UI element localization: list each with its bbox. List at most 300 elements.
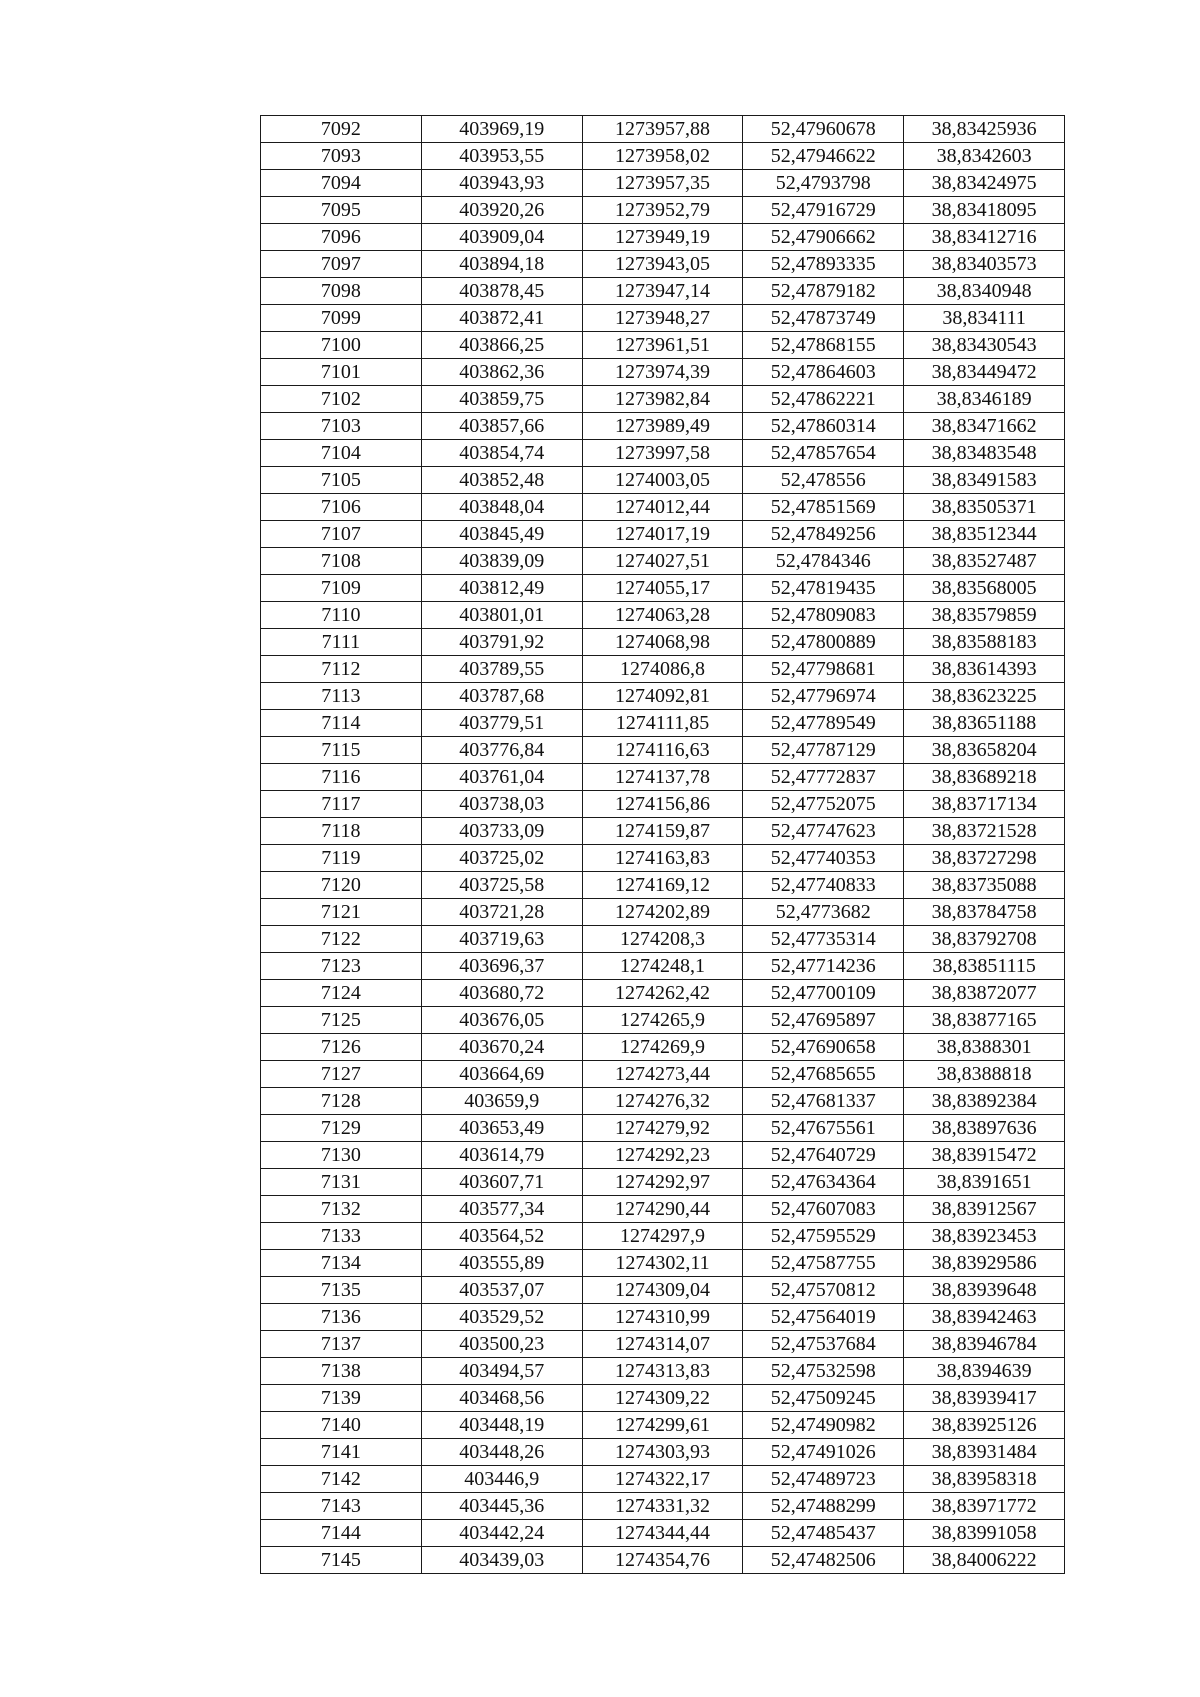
y-coordinate-cell: 1273948,27 — [582, 305, 743, 332]
latitude-cell: 52,47857654 — [743, 440, 904, 467]
point-number-cell: 7138 — [261, 1358, 422, 1385]
latitude-cell: 52,47740833 — [743, 872, 904, 899]
latitude-cell: 52,47800889 — [743, 629, 904, 656]
point-number-cell: 7131 — [261, 1169, 422, 1196]
table-row — [261, 980, 1065, 1007]
y-coordinate-cell: 1274248,1 — [582, 953, 743, 980]
point-number-cell: 7142 — [261, 1466, 422, 1493]
table-row — [261, 1547, 1065, 1574]
longitude-cell: 38,83568005 — [904, 575, 1065, 602]
latitude-cell: 52,47681337 — [743, 1088, 904, 1115]
table-row — [261, 737, 1065, 764]
table-row — [261, 386, 1065, 413]
x-coordinate-cell: 403564,52 — [421, 1223, 582, 1250]
latitude-cell: 52,47485437 — [743, 1520, 904, 1547]
x-coordinate-cell: 403839,09 — [421, 548, 582, 575]
point-number-cell: 7121 — [261, 899, 422, 926]
longitude-cell: 38,83925126 — [904, 1412, 1065, 1439]
latitude-cell: 52,47595529 — [743, 1223, 904, 1250]
x-coordinate-cell: 403909,04 — [421, 224, 582, 251]
table-row — [261, 1061, 1065, 1088]
point-number-cell: 7101 — [261, 359, 422, 386]
longitude-cell: 38,83931484 — [904, 1439, 1065, 1466]
table-row — [261, 1250, 1065, 1277]
longitude-cell: 38,83851115 — [904, 953, 1065, 980]
point-number-cell: 7143 — [261, 1493, 422, 1520]
x-coordinate-cell: 403555,89 — [421, 1250, 582, 1277]
table-row — [261, 467, 1065, 494]
latitude-cell: 52,47735314 — [743, 926, 904, 953]
point-number-cell: 7103 — [261, 413, 422, 440]
latitude-cell: 52,47489723 — [743, 1466, 904, 1493]
longitude-cell: 38,83483548 — [904, 440, 1065, 467]
x-coordinate-cell: 403696,37 — [421, 953, 582, 980]
table-row — [261, 602, 1065, 629]
latitude-cell: 52,47607083 — [743, 1196, 904, 1223]
latitude-cell: 52,47537684 — [743, 1331, 904, 1358]
table-row — [261, 1196, 1065, 1223]
point-number-cell: 7124 — [261, 980, 422, 1007]
latitude-cell: 52,47532598 — [743, 1358, 904, 1385]
y-coordinate-cell: 1273943,05 — [582, 251, 743, 278]
x-coordinate-cell: 403439,03 — [421, 1547, 582, 1574]
longitude-cell: 38,83929586 — [904, 1250, 1065, 1277]
x-coordinate-cell: 403446,9 — [421, 1466, 582, 1493]
y-coordinate-cell: 1273982,84 — [582, 386, 743, 413]
x-coordinate-cell: 403857,66 — [421, 413, 582, 440]
x-coordinate-cell: 403812,49 — [421, 575, 582, 602]
longitude-cell: 38,8391651 — [904, 1169, 1065, 1196]
coordinates-table — [260, 115, 1065, 1574]
x-coordinate-cell: 403442,24 — [421, 1520, 582, 1547]
y-coordinate-cell: 1274012,44 — [582, 494, 743, 521]
y-coordinate-cell: 1274265,9 — [582, 1007, 743, 1034]
longitude-cell: 38,83412716 — [904, 224, 1065, 251]
table-row — [261, 116, 1065, 143]
latitude-cell: 52,47798681 — [743, 656, 904, 683]
longitude-cell: 38,83418095 — [904, 197, 1065, 224]
x-coordinate-cell: 403779,51 — [421, 710, 582, 737]
y-coordinate-cell: 1274314,07 — [582, 1331, 743, 1358]
table-row — [261, 1088, 1065, 1115]
table-row — [261, 1466, 1065, 1493]
x-coordinate-cell: 403719,63 — [421, 926, 582, 953]
table-row — [261, 1034, 1065, 1061]
point-number-cell: 7140 — [261, 1412, 422, 1439]
latitude-cell: 52,47873749 — [743, 305, 904, 332]
x-coordinate-cell: 403468,56 — [421, 1385, 582, 1412]
longitude-cell: 38,83792708 — [904, 926, 1065, 953]
point-number-cell: 7132 — [261, 1196, 422, 1223]
point-number-cell: 7123 — [261, 953, 422, 980]
x-coordinate-cell: 403791,92 — [421, 629, 582, 656]
y-coordinate-cell: 1274027,51 — [582, 548, 743, 575]
latitude-cell: 52,47714236 — [743, 953, 904, 980]
table-row — [261, 197, 1065, 224]
latitude-cell: 52,4773682 — [743, 899, 904, 926]
longitude-cell: 38,83721528 — [904, 818, 1065, 845]
longitude-cell: 38,8340948 — [904, 278, 1065, 305]
y-coordinate-cell: 1274262,42 — [582, 980, 743, 1007]
latitude-cell: 52,47860314 — [743, 413, 904, 440]
table-row — [261, 899, 1065, 926]
longitude-cell: 38,83512344 — [904, 521, 1065, 548]
table-row — [261, 1385, 1065, 1412]
y-coordinate-cell: 1274086,8 — [582, 656, 743, 683]
table-row — [261, 170, 1065, 197]
point-number-cell: 7134 — [261, 1250, 422, 1277]
latitude-cell: 52,47819435 — [743, 575, 904, 602]
longitude-cell: 38,84006222 — [904, 1547, 1065, 1574]
y-coordinate-cell: 1273958,02 — [582, 143, 743, 170]
x-coordinate-cell: 403862,36 — [421, 359, 582, 386]
point-number-cell: 7128 — [261, 1088, 422, 1115]
longitude-cell: 38,83651188 — [904, 710, 1065, 737]
table-row — [261, 224, 1065, 251]
table-row — [261, 1412, 1065, 1439]
point-number-cell: 7120 — [261, 872, 422, 899]
table-row — [261, 818, 1065, 845]
longitude-cell: 38,83912567 — [904, 1196, 1065, 1223]
x-coordinate-cell: 403500,23 — [421, 1331, 582, 1358]
y-coordinate-cell: 1273952,79 — [582, 197, 743, 224]
x-coordinate-cell: 403448,19 — [421, 1412, 582, 1439]
latitude-cell: 52,47700109 — [743, 980, 904, 1007]
longitude-cell: 38,83579859 — [904, 602, 1065, 629]
table-row — [261, 413, 1065, 440]
point-number-cell: 7104 — [261, 440, 422, 467]
y-coordinate-cell: 1274159,87 — [582, 818, 743, 845]
point-number-cell: 7096 — [261, 224, 422, 251]
latitude-cell: 52,47634364 — [743, 1169, 904, 1196]
latitude-cell: 52,47849256 — [743, 521, 904, 548]
table-row — [261, 1493, 1065, 1520]
y-coordinate-cell: 1273957,35 — [582, 170, 743, 197]
longitude-cell: 38,83877165 — [904, 1007, 1065, 1034]
point-number-cell: 7107 — [261, 521, 422, 548]
point-number-cell: 7114 — [261, 710, 422, 737]
latitude-cell: 52,47509245 — [743, 1385, 904, 1412]
longitude-cell: 38,8342603 — [904, 143, 1065, 170]
x-coordinate-cell: 403789,55 — [421, 656, 582, 683]
table-row — [261, 143, 1065, 170]
x-coordinate-cell: 403878,45 — [421, 278, 582, 305]
point-number-cell: 7127 — [261, 1061, 422, 1088]
table-row — [261, 521, 1065, 548]
table-row — [261, 494, 1065, 521]
table-row — [261, 656, 1065, 683]
latitude-cell: 52,47916729 — [743, 197, 904, 224]
point-number-cell: 7092 — [261, 116, 422, 143]
table-row — [261, 629, 1065, 656]
point-number-cell: 7094 — [261, 170, 422, 197]
latitude-cell: 52,47491026 — [743, 1439, 904, 1466]
x-coordinate-cell: 403733,09 — [421, 818, 582, 845]
y-coordinate-cell: 1273961,51 — [582, 332, 743, 359]
point-number-cell: 7111 — [261, 629, 422, 656]
y-coordinate-cell: 1274137,78 — [582, 764, 743, 791]
longitude-cell: 38,83491583 — [904, 467, 1065, 494]
longitude-cell: 38,83425936 — [904, 116, 1065, 143]
y-coordinate-cell: 1274292,97 — [582, 1169, 743, 1196]
point-number-cell: 7144 — [261, 1520, 422, 1547]
point-number-cell: 7145 — [261, 1547, 422, 1574]
longitude-cell: 38,83939417 — [904, 1385, 1065, 1412]
x-coordinate-cell: 403761,04 — [421, 764, 582, 791]
longitude-cell: 38,83991058 — [904, 1520, 1065, 1547]
longitude-cell: 38,83449472 — [904, 359, 1065, 386]
point-number-cell: 7100 — [261, 332, 422, 359]
table-row — [261, 575, 1065, 602]
y-coordinate-cell: 1274331,32 — [582, 1493, 743, 1520]
y-coordinate-cell: 1274313,83 — [582, 1358, 743, 1385]
longitude-cell: 38,83946784 — [904, 1331, 1065, 1358]
point-number-cell: 7113 — [261, 683, 422, 710]
table-row — [261, 332, 1065, 359]
point-number-cell: 7118 — [261, 818, 422, 845]
table-row — [261, 305, 1065, 332]
y-coordinate-cell: 1274290,44 — [582, 1196, 743, 1223]
longitude-cell: 38,83923453 — [904, 1223, 1065, 1250]
table-row — [261, 683, 1065, 710]
longitude-cell: 38,83623225 — [904, 683, 1065, 710]
latitude-cell: 52,47879182 — [743, 278, 904, 305]
y-coordinate-cell: 1274297,9 — [582, 1223, 743, 1250]
point-number-cell: 7106 — [261, 494, 422, 521]
latitude-cell: 52,47488299 — [743, 1493, 904, 1520]
y-coordinate-cell: 1273957,88 — [582, 116, 743, 143]
x-coordinate-cell: 403614,79 — [421, 1142, 582, 1169]
latitude-cell: 52,47946622 — [743, 143, 904, 170]
y-coordinate-cell: 1273989,49 — [582, 413, 743, 440]
x-coordinate-cell: 403848,04 — [421, 494, 582, 521]
longitude-cell: 38,83939648 — [904, 1277, 1065, 1304]
y-coordinate-cell: 1274063,28 — [582, 602, 743, 629]
longitude-cell: 38,83971772 — [904, 1493, 1065, 1520]
x-coordinate-cell: 403920,26 — [421, 197, 582, 224]
point-number-cell: 7110 — [261, 602, 422, 629]
y-coordinate-cell: 1274310,99 — [582, 1304, 743, 1331]
x-coordinate-cell: 403725,58 — [421, 872, 582, 899]
y-coordinate-cell: 1274208,3 — [582, 926, 743, 953]
table-row — [261, 1169, 1065, 1196]
longitude-cell: 38,8388301 — [904, 1034, 1065, 1061]
point-number-cell: 7097 — [261, 251, 422, 278]
latitude-cell: 52,47570812 — [743, 1277, 904, 1304]
x-coordinate-cell: 403659,9 — [421, 1088, 582, 1115]
point-number-cell: 7139 — [261, 1385, 422, 1412]
y-coordinate-cell: 1274303,93 — [582, 1439, 743, 1466]
table-row — [261, 926, 1065, 953]
y-coordinate-cell: 1274276,32 — [582, 1088, 743, 1115]
latitude-cell: 52,47675561 — [743, 1115, 904, 1142]
table-row — [261, 845, 1065, 872]
point-number-cell: 7135 — [261, 1277, 422, 1304]
y-coordinate-cell: 1273949,19 — [582, 224, 743, 251]
x-coordinate-cell: 403653,49 — [421, 1115, 582, 1142]
y-coordinate-cell: 1274344,44 — [582, 1520, 743, 1547]
longitude-cell: 38,83915472 — [904, 1142, 1065, 1169]
y-coordinate-cell: 1274322,17 — [582, 1466, 743, 1493]
longitude-cell: 38,83958318 — [904, 1466, 1065, 1493]
y-coordinate-cell: 1274003,05 — [582, 467, 743, 494]
latitude-cell: 52,47960678 — [743, 116, 904, 143]
table-row — [261, 1331, 1065, 1358]
point-number-cell: 7102 — [261, 386, 422, 413]
point-number-cell: 7112 — [261, 656, 422, 683]
latitude-cell: 52,47690658 — [743, 1034, 904, 1061]
latitude-cell: 52,47862221 — [743, 386, 904, 413]
latitude-cell: 52,47893335 — [743, 251, 904, 278]
x-coordinate-cell: 403866,25 — [421, 332, 582, 359]
latitude-cell: 52,47482506 — [743, 1547, 904, 1574]
latitude-cell: 52,47564019 — [743, 1304, 904, 1331]
table-row — [261, 1142, 1065, 1169]
longitude-cell: 38,83717134 — [904, 791, 1065, 818]
x-coordinate-cell: 403969,19 — [421, 116, 582, 143]
latitude-cell: 52,47740353 — [743, 845, 904, 872]
x-coordinate-cell: 403845,49 — [421, 521, 582, 548]
y-coordinate-cell: 1273974,39 — [582, 359, 743, 386]
x-coordinate-cell: 403676,05 — [421, 1007, 582, 1034]
point-number-cell: 7133 — [261, 1223, 422, 1250]
latitude-cell: 52,47796974 — [743, 683, 904, 710]
table-row — [261, 1520, 1065, 1547]
latitude-cell: 52,47685655 — [743, 1061, 904, 1088]
longitude-cell: 38,83424975 — [904, 170, 1065, 197]
x-coordinate-cell: 403721,28 — [421, 899, 582, 926]
table-row — [261, 548, 1065, 575]
y-coordinate-cell: 1274111,85 — [582, 710, 743, 737]
table-row — [261, 1439, 1065, 1466]
y-coordinate-cell: 1274273,44 — [582, 1061, 743, 1088]
y-coordinate-cell: 1274299,61 — [582, 1412, 743, 1439]
longitude-cell: 38,83403573 — [904, 251, 1065, 278]
latitude-cell: 52,47787129 — [743, 737, 904, 764]
longitude-cell: 38,83872077 — [904, 980, 1065, 1007]
x-coordinate-cell: 403852,48 — [421, 467, 582, 494]
point-number-cell: 7122 — [261, 926, 422, 953]
y-coordinate-cell: 1273947,14 — [582, 278, 743, 305]
x-coordinate-cell: 403537,07 — [421, 1277, 582, 1304]
latitude-cell: 52,4784346 — [743, 548, 904, 575]
y-coordinate-cell: 1274169,12 — [582, 872, 743, 899]
longitude-cell: 38,83897636 — [904, 1115, 1065, 1142]
x-coordinate-cell: 403801,01 — [421, 602, 582, 629]
point-number-cell: 7095 — [261, 197, 422, 224]
point-number-cell: 7137 — [261, 1331, 422, 1358]
y-coordinate-cell: 1274292,23 — [582, 1142, 743, 1169]
x-coordinate-cell: 403529,52 — [421, 1304, 582, 1331]
longitude-cell: 38,83727298 — [904, 845, 1065, 872]
x-coordinate-cell: 403943,93 — [421, 170, 582, 197]
y-coordinate-cell: 1274156,86 — [582, 791, 743, 818]
table-row — [261, 278, 1065, 305]
latitude-cell: 52,4793798 — [743, 170, 904, 197]
longitude-cell: 38,83471662 — [904, 413, 1065, 440]
latitude-cell: 52,478556 — [743, 467, 904, 494]
point-number-cell: 7105 — [261, 467, 422, 494]
point-number-cell: 7098 — [261, 278, 422, 305]
y-coordinate-cell: 1274068,98 — [582, 629, 743, 656]
x-coordinate-cell: 403738,03 — [421, 791, 582, 818]
point-number-cell: 7119 — [261, 845, 422, 872]
longitude-cell: 38,83735088 — [904, 872, 1065, 899]
y-coordinate-cell: 1274055,17 — [582, 575, 743, 602]
y-coordinate-cell: 1274092,81 — [582, 683, 743, 710]
longitude-cell: 38,83614393 — [904, 656, 1065, 683]
longitude-cell: 38,834111 — [904, 305, 1065, 332]
table-row — [261, 251, 1065, 278]
table-row — [261, 1007, 1065, 1034]
longitude-cell: 38,83658204 — [904, 737, 1065, 764]
latitude-cell: 52,47747623 — [743, 818, 904, 845]
table-row — [261, 1223, 1065, 1250]
table-row — [261, 359, 1065, 386]
table-row — [261, 872, 1065, 899]
x-coordinate-cell: 403854,74 — [421, 440, 582, 467]
y-coordinate-cell: 1274163,83 — [582, 845, 743, 872]
coordinates-table-body — [261, 116, 1065, 1574]
point-number-cell: 7109 — [261, 575, 422, 602]
longitude-cell: 38,8394639 — [904, 1358, 1065, 1385]
x-coordinate-cell: 403787,68 — [421, 683, 582, 710]
table-row — [261, 764, 1065, 791]
y-coordinate-cell: 1274354,76 — [582, 1547, 743, 1574]
point-number-cell: 7129 — [261, 1115, 422, 1142]
x-coordinate-cell: 403670,24 — [421, 1034, 582, 1061]
latitude-cell: 52,47851569 — [743, 494, 904, 521]
longitude-cell: 38,83588183 — [904, 629, 1065, 656]
table-row — [261, 440, 1065, 467]
longitude-cell: 38,83505371 — [904, 494, 1065, 521]
y-coordinate-cell: 1274309,22 — [582, 1385, 743, 1412]
longitude-cell: 38,83527487 — [904, 548, 1065, 575]
point-number-cell: 7117 — [261, 791, 422, 818]
latitude-cell: 52,47906662 — [743, 224, 904, 251]
point-number-cell: 7093 — [261, 143, 422, 170]
point-number-cell: 7141 — [261, 1439, 422, 1466]
x-coordinate-cell: 403607,71 — [421, 1169, 582, 1196]
point-number-cell: 7125 — [261, 1007, 422, 1034]
table-row — [261, 791, 1065, 818]
x-coordinate-cell: 403680,72 — [421, 980, 582, 1007]
y-coordinate-cell: 1274269,9 — [582, 1034, 743, 1061]
x-coordinate-cell: 403664,69 — [421, 1061, 582, 1088]
table-row — [261, 1115, 1065, 1142]
y-coordinate-cell: 1274302,11 — [582, 1250, 743, 1277]
table-row — [261, 1304, 1065, 1331]
x-coordinate-cell: 403776,84 — [421, 737, 582, 764]
latitude-cell: 52,47864603 — [743, 359, 904, 386]
y-coordinate-cell: 1274309,04 — [582, 1277, 743, 1304]
x-coordinate-cell: 403872,41 — [421, 305, 582, 332]
y-coordinate-cell: 1274116,63 — [582, 737, 743, 764]
x-coordinate-cell: 403448,26 — [421, 1439, 582, 1466]
y-coordinate-cell: 1274279,92 — [582, 1115, 743, 1142]
table-row — [261, 710, 1065, 737]
point-number-cell: 7108 — [261, 548, 422, 575]
x-coordinate-cell: 403494,57 — [421, 1358, 582, 1385]
point-number-cell: 7126 — [261, 1034, 422, 1061]
table-row — [261, 1358, 1065, 1385]
x-coordinate-cell: 403577,34 — [421, 1196, 582, 1223]
x-coordinate-cell: 403953,55 — [421, 143, 582, 170]
longitude-cell: 38,83430543 — [904, 332, 1065, 359]
x-coordinate-cell: 403859,75 — [421, 386, 582, 413]
point-number-cell: 7130 — [261, 1142, 422, 1169]
latitude-cell: 52,47868155 — [743, 332, 904, 359]
